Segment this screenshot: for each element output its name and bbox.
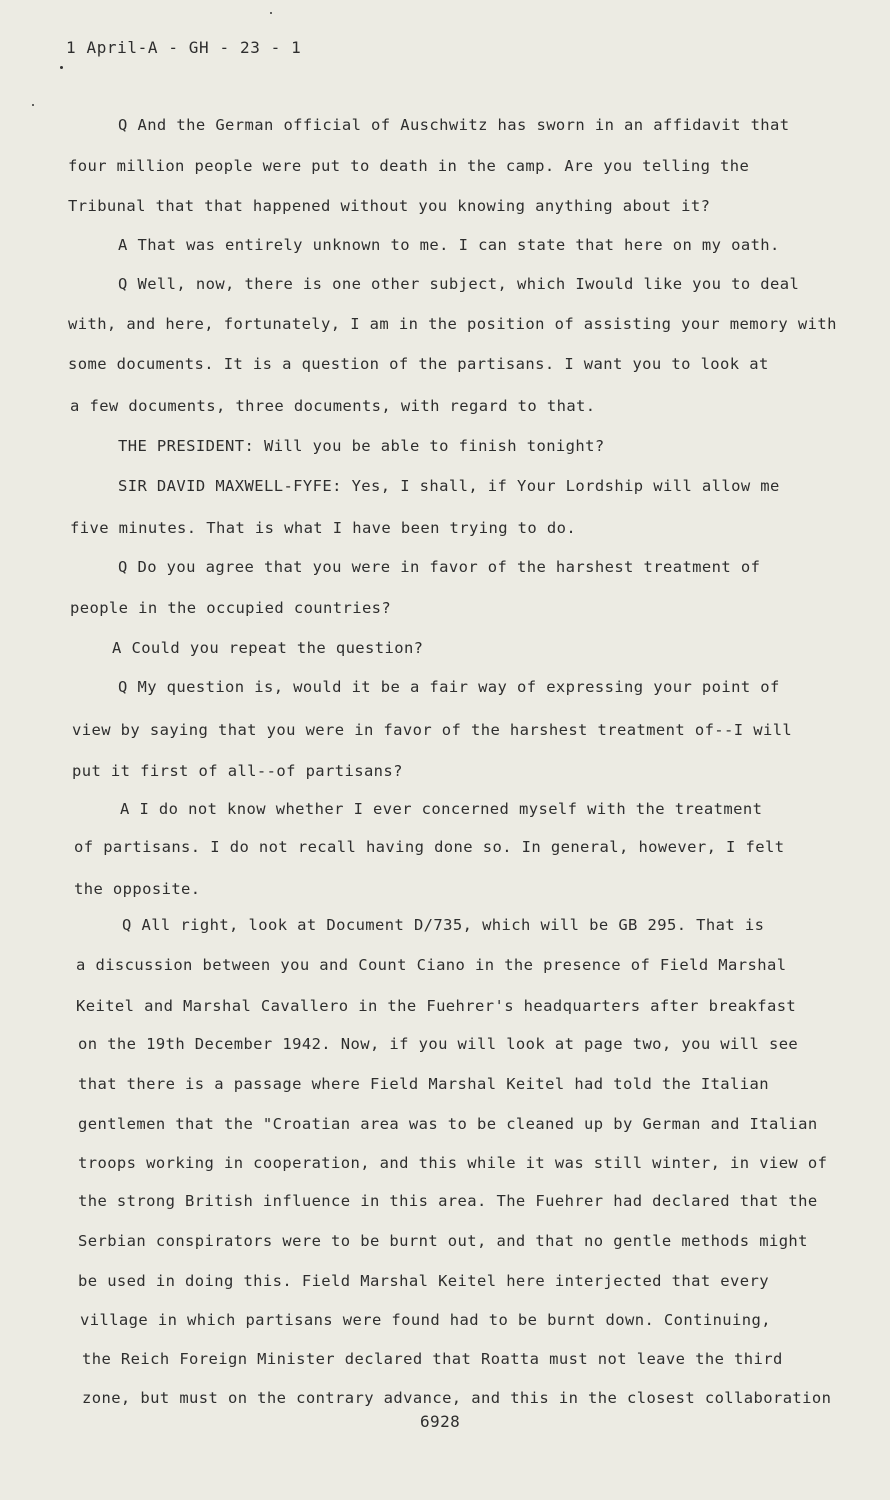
page-header-reference: 1 April-A - GH - 23 - 1 (66, 38, 302, 57)
text-line: Q All right, look at Document D/735, which will be GB 295. That is (122, 916, 765, 934)
text-line: with, and here, fortunately, I am in the position of assisting your memory with (68, 315, 837, 333)
text-line: Keitel and Marshal Cavallero in the Fuehrer's headquarters after breakfast (76, 997, 797, 1015)
text-line: some documents. It is a question of the partisans. I want you to look at (68, 355, 769, 373)
text-line: Tribunal that that happened without you knowing anything about it? (68, 197, 711, 215)
ink-speck (32, 104, 34, 106)
text-line: Q Well, now, there is one other subject, which Iwould like you to deal (118, 275, 800, 293)
text-line: A I do not know whether I ever concerned myself with the treatment (120, 800, 763, 818)
text-line: A That was entirely unknown to me. I can state that here on my oath. (118, 236, 780, 254)
ink-speck (270, 12, 272, 14)
text-line: Q My question is, would it be a fair way of expressing your point of (118, 678, 780, 696)
text-line: the strong British influence in this area. The Fuehrer had declared that the (78, 1192, 818, 1210)
text-line: a discussion between you and Count Ciano in the presence of Field Marshal (76, 956, 787, 974)
text-line: Q And the German official of Auschwitz has sworn in an affidavit that (118, 116, 790, 134)
text-line: gentlemen that the "Croatian area was to be cleaned up by German and Italian (78, 1115, 818, 1133)
page-number: 6928 (420, 1412, 461, 1431)
text-line: be used in doing this. Field Marshal Keitel here interjected that every (78, 1272, 769, 1290)
text-line: five minutes. That is what I have been trying to do. (70, 519, 577, 537)
text-line: SIR DAVID MAXWELL-FYFE: Yes, I shall, if Your Lordship will allow me (118, 477, 780, 495)
text-line: zone, but must on the contrary advance, and this in the closest collaboration (82, 1389, 832, 1407)
text-line: Q Do you agree that you were in favor of the harshest treatment of (118, 558, 761, 576)
text-line: THE PRESIDENT: Will you be able to finish tonight? (118, 437, 605, 455)
text-line: the Reich Foreign Minister declared that Roatta must not leave the third (82, 1350, 783, 1368)
text-line: troops working in cooperation, and this while it was still winter, in view of (78, 1154, 828, 1172)
text-line: a few documents, three documents, with regard to that. (70, 397, 596, 415)
text-line: Serbian conspirators were to be burnt out, and that no gentle methods might (78, 1232, 808, 1250)
text-line: on the 19th December 1942. Now, if you will look at page two, you will see (78, 1035, 799, 1053)
text-line: of partisans. I do not recall having done so. In general, however, I felt (74, 838, 785, 856)
text-line: four million people were put to death in the camp. Are you telling the (68, 157, 750, 175)
text-line: that there is a passage where Field Marshal Keitel had told the Italian (78, 1075, 769, 1093)
text-line: put it first of all--of partisans? (72, 762, 403, 780)
ink-speck (60, 66, 63, 69)
text-line: village in which partisans were found had to be burnt down. Continuing, (80, 1311, 771, 1329)
text-line: A Could you repeat the question? (112, 639, 424, 657)
text-line: people in the occupied countries? (70, 599, 392, 617)
text-line: the opposite. (74, 880, 201, 898)
text-line: view by saying that you were in favor of the harshest treatment of--I will (72, 721, 793, 739)
